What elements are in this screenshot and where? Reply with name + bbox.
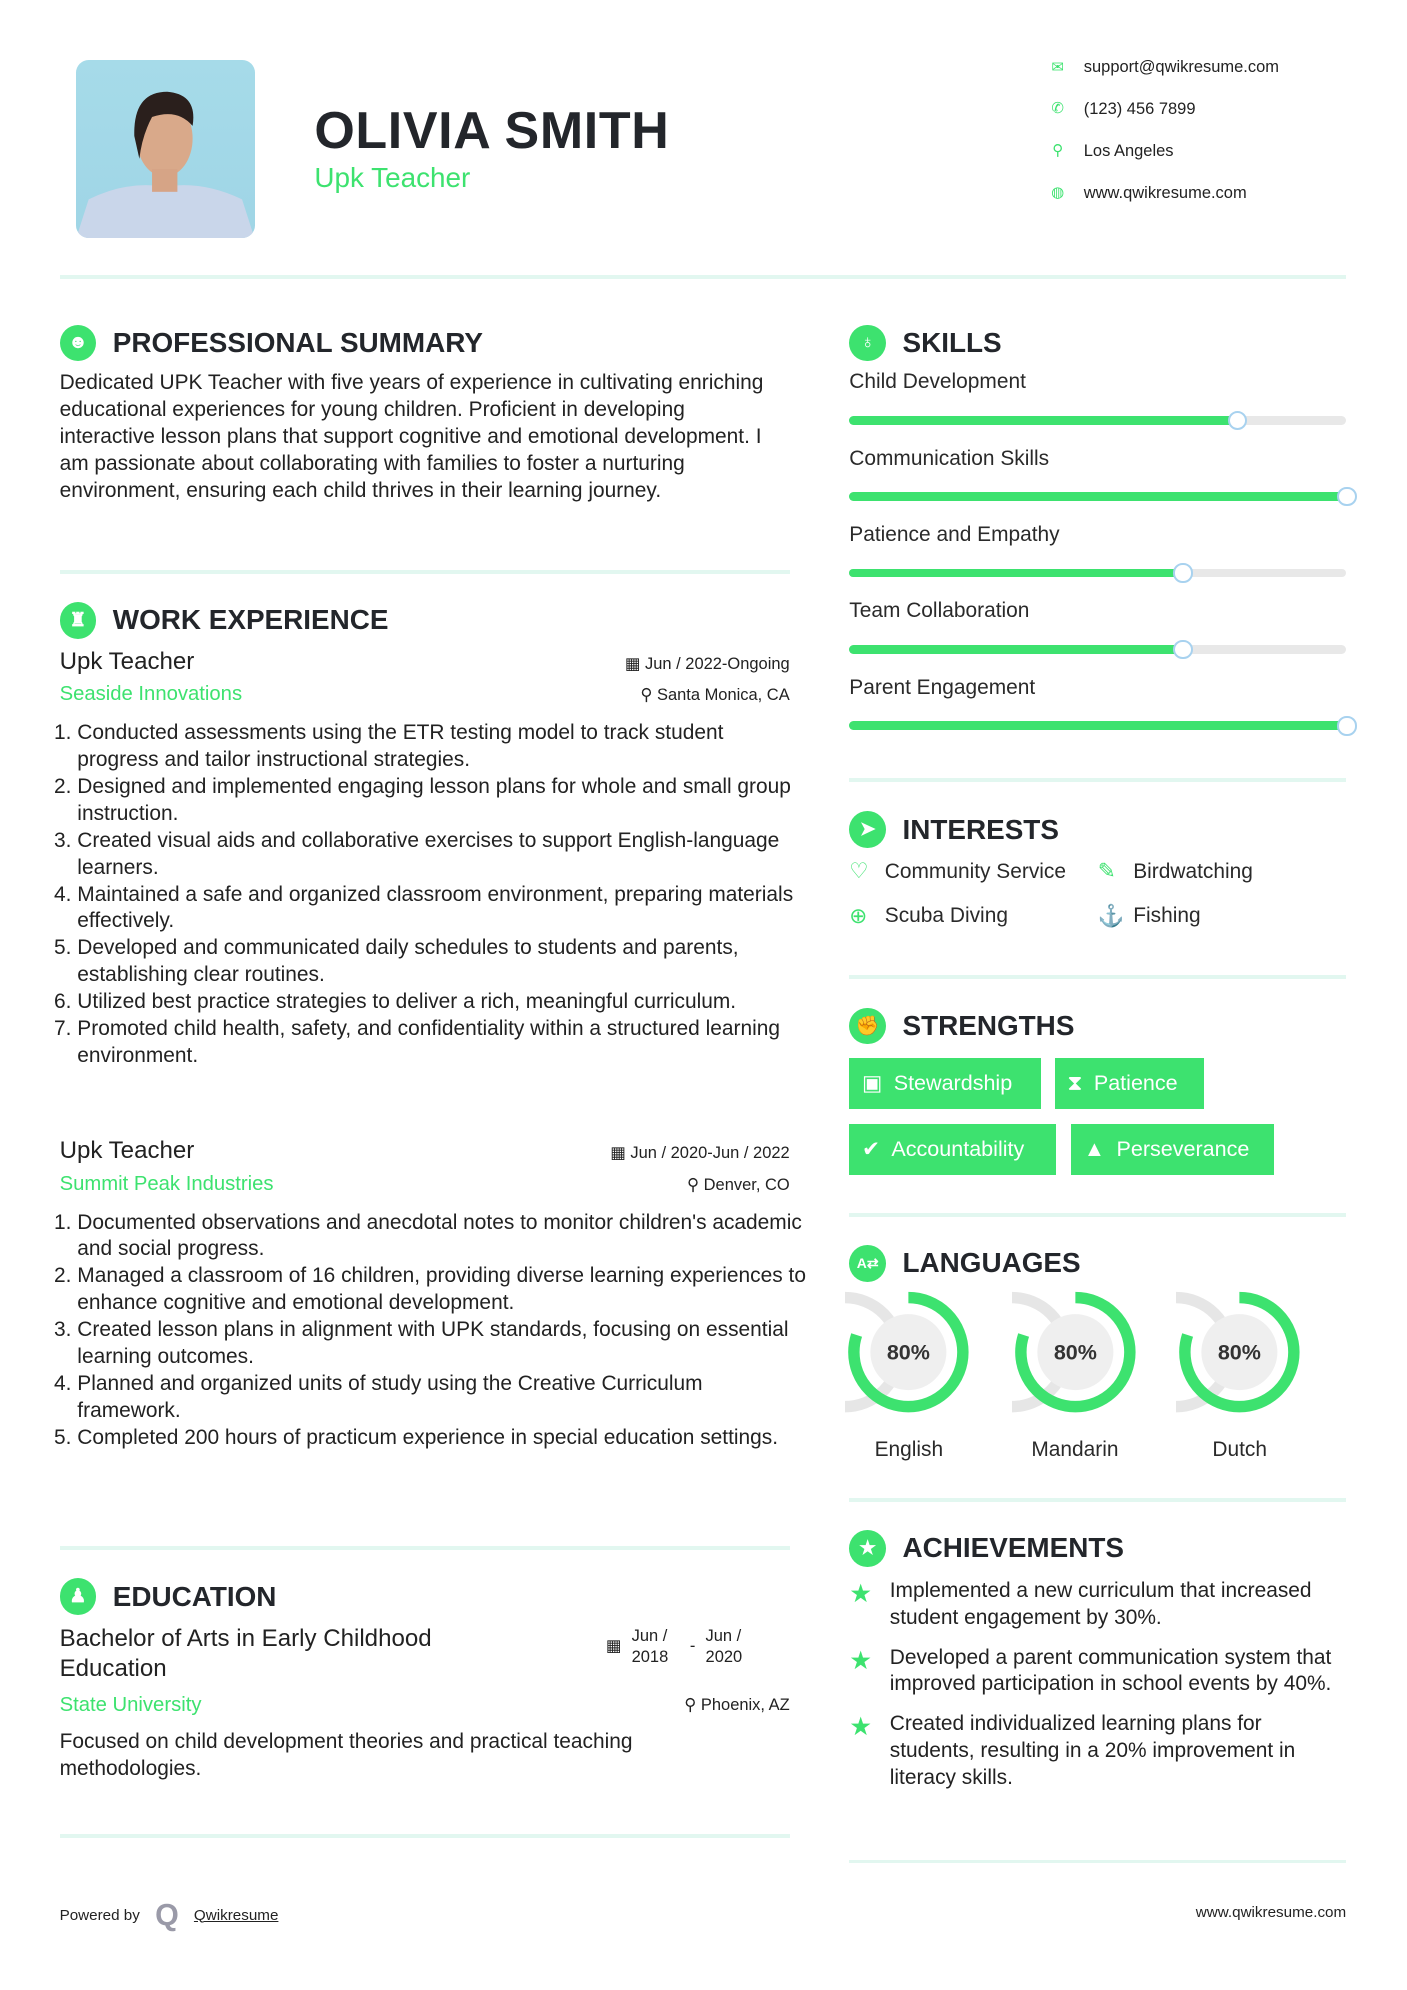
language-percent: 80%: [1053, 1341, 1097, 1366]
skill-bar: [849, 416, 1346, 425]
language-label: Dutch: [1212, 1438, 1268, 1462]
language-item: [1012, 1290, 1139, 1462]
language-item: [845, 1290, 972, 1462]
phone-icon: ✆: [1051, 100, 1065, 118]
list-item: 3. Created visual aids and collaborative exercises to support English-language learners.: [77, 828, 807, 882]
contact-text: www.qwikresume.com: [1083, 183, 1247, 202]
skill-label: Communication Skills: [849, 446, 1050, 470]
contact-item: [1050, 184, 1247, 203]
skill-bar-fill: [849, 492, 1346, 501]
section-divider: [60, 1546, 790, 1550]
section-divider: [849, 1860, 1346, 1864]
interest-label: Community Service: [884, 859, 1067, 883]
end-date: Jun / 2020: [705, 1627, 743, 1666]
date-text: Jun / 2022-Ongoing: [645, 654, 790, 673]
skill-item: [849, 447, 1346, 523]
strength-badge: [1071, 1124, 1274, 1175]
job-entry: [59, 1137, 806, 1451]
start-date: Jun / 2018: [631, 1627, 669, 1666]
skills-heading: [849, 325, 1001, 362]
language-item: [1176, 1290, 1303, 1462]
achievements-list: [849, 1578, 1346, 1804]
star-badge-icon: ★: [849, 1530, 886, 1567]
candidate-title: Upk Teacher: [314, 162, 471, 194]
contact-text: Los Angeles: [1083, 141, 1174, 160]
pin-icon: ⚲: [687, 1175, 704, 1194]
footer-powered: [60, 1898, 279, 1933]
header-divider: [60, 275, 1347, 279]
strength-label: Patience: [1093, 1071, 1178, 1096]
section-title: PROFESSIONAL SUMMARY: [112, 326, 483, 358]
heart-hands-icon: ♡: [849, 859, 869, 884]
date-text: Jun / 2020-Jun / 2022: [630, 1144, 790, 1163]
interest-item: [849, 859, 1066, 884]
skill-item: [849, 676, 1346, 752]
translate-icon: A⇄: [849, 1245, 886, 1282]
achievement-item: [849, 1711, 1346, 1792]
life-ring-icon: ⊕: [849, 903, 868, 928]
strength-label: Accountability: [891, 1137, 1025, 1162]
section-divider: [849, 1213, 1346, 1217]
degree: Bachelor of Arts in Early Childhood Education: [59, 1624, 432, 1683]
list-item: 7. Promoted child health, safety, and confidentiality within a structured learning environment.: [77, 1016, 807, 1070]
skill-bar-knob: [1337, 487, 1356, 506]
school-location: [684, 1695, 789, 1715]
school-name: State University: [59, 1693, 202, 1716]
summary-text: Dedicated UPK Teacher with five years of experience in cultivating enriching educational experiences for young children. Proficient in developing interactive lesson plans that support cognitive and emotional development. I am passionate about collaborating with families to foster a nurturing environment, ensuring each child thrives in their learning journey.: [59, 371, 764, 502]
email-icon: ✉: [1051, 58, 1065, 76]
location-text: Phoenix, AZ: [700, 1695, 790, 1714]
achievement-text: Created individualized learning plans for students, resulting in a 20% improvement in literacy skills.: [889, 1712, 1296, 1789]
skill-bar: [849, 645, 1346, 654]
section-title: ACHIEVEMENTS: [902, 1532, 1124, 1564]
globe-icon: ◍: [1051, 184, 1065, 202]
company-name: Summit Peak Industries: [59, 1172, 274, 1195]
calendar-icon: ▦: [610, 1144, 631, 1163]
list-item: 4. Maintained a safe and organized classroom environment, preparing materials effectively.: [77, 882, 807, 936]
summary-heading: [60, 325, 483, 362]
user-icon: ☻: [60, 325, 97, 362]
skill-bar-knob: [1173, 563, 1192, 582]
list-item: 1. Conducted assessments using the ETR testing model to track student progress and tailor instructional strategies.: [77, 720, 807, 774]
skill-label: Patience and Empathy: [849, 522, 1060, 546]
briefcase-icon: ▣: [861, 1071, 883, 1096]
pin-icon: ⚲: [684, 1695, 701, 1714]
achievement-text: Implemented a new curriculum that increased student engagement by 30%.: [889, 1579, 1312, 1630]
interest-item: [1098, 904, 1201, 929]
skill-item: [849, 523, 1346, 599]
language-percent: 80%: [1218, 1341, 1262, 1366]
fist-icon: ✊: [849, 1008, 886, 1045]
responsibility-list: [60, 720, 808, 1069]
check-circle-icon: ✔: [861, 1137, 880, 1162]
language-donut: [1176, 1290, 1303, 1414]
location-text: Denver, CO: [703, 1175, 790, 1194]
skill-item: [849, 370, 1346, 446]
skills-list: [849, 370, 1346, 752]
achievements-heading: [849, 1530, 1124, 1567]
anchor-icon: ⚓: [1097, 903, 1125, 928]
skill-bar-knob: [1228, 411, 1247, 430]
responsibility-list: [60, 1210, 808, 1452]
interest-label: Birdwatching: [1133, 859, 1253, 883]
skill-label: Parent Engagement: [849, 675, 1036, 699]
section-divider: [60, 570, 790, 574]
location-icon: ⚲: [1052, 142, 1064, 160]
skill-item: [849, 599, 1346, 675]
skill-label: Child Development: [849, 370, 1026, 394]
list-item: 6. Utilized best practice strategies to deliver a rich, meaningful curriculum.: [77, 989, 807, 1016]
strengths-heading: [849, 1008, 1074, 1045]
calendar-icon: ▦: [605, 1637, 622, 1656]
interest-label: Scuba Diving: [884, 904, 1008, 928]
section-title: STRENGTHS: [902, 1010, 1075, 1042]
contact-item: [1050, 100, 1196, 119]
edit-icon: ✎: [1097, 859, 1116, 884]
paper-plane-icon: ➤: [849, 811, 886, 848]
profile-photo: [76, 60, 255, 239]
education-heading: [60, 1578, 277, 1615]
calendar-icon: ▦: [624, 654, 646, 673]
date-separator: -: [689, 1637, 696, 1656]
skill-bar-fill: [849, 721, 1346, 730]
section-title: LANGUAGES: [902, 1247, 1081, 1279]
skill-bar-fill: [849, 569, 1182, 578]
location-text: Santa Monica, CA: [656, 686, 790, 705]
language-donut: [845, 1290, 972, 1414]
job-location: [687, 1175, 790, 1195]
strength-label: Stewardship: [893, 1071, 1013, 1096]
languages-heading: [849, 1245, 1080, 1282]
language-donut: [1012, 1290, 1139, 1414]
list-item: 1. Documented observations and anecdotal notes to monitor children's academic and social progress.: [77, 1210, 807, 1264]
interest-label: Fishing: [1133, 904, 1201, 928]
section-divider: [849, 975, 1346, 979]
section-divider: [849, 1498, 1346, 1502]
skill-bar: [849, 492, 1346, 501]
graduate-icon: ♟: [60, 1578, 97, 1615]
list-item: 4. Planned and organized units of study using the Creative Curriculum framework.: [77, 1371, 807, 1425]
star-icon: ★: [849, 1580, 873, 1609]
list-item: 2. Designed and implemented engaging lesson plans for whole and small group instruction.: [77, 774, 807, 828]
section-divider: [60, 1834, 790, 1838]
interests-heading: [849, 811, 1059, 848]
job-title: Upk Teacher: [59, 1137, 195, 1165]
job-entry: [59, 647, 794, 1070]
strength-badge: [849, 1058, 1040, 1109]
language-label: Mandarin: [1031, 1438, 1119, 1462]
job-location: [640, 685, 789, 705]
list-item: 3. Created lesson plans in alignment with UPK standards, focusing on essential learning outcomes.: [77, 1317, 807, 1371]
hourglass-icon: ⧗: [1067, 1071, 1083, 1096]
section-divider: [849, 778, 1346, 782]
presentation-icon: ♜: [60, 602, 97, 639]
contact-text: (123) 456 7899: [1083, 100, 1196, 119]
language-percent: 80%: [887, 1341, 931, 1366]
skill-label: Team Collaboration: [849, 599, 1030, 623]
list-item: 5. Completed 200 hours of practicum experience in special education settings.: [77, 1425, 807, 1452]
skill-bar-fill: [849, 416, 1237, 425]
lightbulb-icon: ♁: [849, 325, 886, 362]
section-title: EDUCATION: [112, 1580, 277, 1612]
contact-item: [1050, 142, 1174, 161]
star-icon: ★: [849, 1713, 873, 1741]
contact-item: [1050, 58, 1279, 77]
contact-text: support@qwikresume.com: [1083, 58, 1279, 77]
pin-icon: ⚲: [640, 686, 657, 705]
job-date: [625, 654, 790, 674]
job-date: [610, 1143, 789, 1163]
skill-bar: [849, 569, 1346, 578]
qwikresume-logo-icon: Q: [155, 1897, 179, 1932]
section-title: WORK EXPERIENCE: [112, 604, 389, 636]
job-title: Upk Teacher: [59, 647, 195, 675]
powered-by-text: Powered by: [59, 1906, 140, 1924]
footer-website: www.qwikresume.com: [1195, 1903, 1347, 1921]
list-item: 2. Managed a classroom of 16 children, providing diverse learning experiences to enhance cognitive and emotional development.: [77, 1263, 807, 1317]
list-item: 5. Developed and communicated daily schedules to students and parents, establishing clear routines.: [77, 935, 807, 989]
skill-bar-knob: [1337, 716, 1356, 735]
strength-badge: [849, 1124, 1056, 1175]
achievement-text: Developed a parent communication system that improved participation in school events by 40%.: [889, 1645, 1332, 1696]
qwikresume-link[interactable]: Qwikresume: [193, 1906, 279, 1924]
education-text: Focused on child development theories and practical teaching methodologies.: [59, 1730, 633, 1780]
skill-bar-knob: [1173, 640, 1192, 659]
candidate-name: OLIVIA SMITH: [314, 102, 670, 161]
work-heading: [60, 602, 389, 639]
interest-item: [849, 904, 1008, 929]
star-icon: ★: [849, 1646, 873, 1675]
section-title: SKILLS: [902, 326, 1002, 358]
language-label: English: [874, 1438, 944, 1462]
section-title: INTERESTS: [902, 813, 1059, 845]
education-dates: [606, 1626, 754, 1667]
company-name: Seaside Innovations: [59, 683, 243, 706]
skill-bar-fill: [849, 645, 1182, 654]
achievement-item: [849, 1578, 1346, 1632]
road-icon: ▲: [1083, 1137, 1106, 1162]
achievement-item: [849, 1645, 1346, 1699]
strength-badge: [1055, 1058, 1205, 1109]
skill-bar: [849, 721, 1346, 730]
interest-item: [1098, 859, 1253, 884]
strength-label: Perseverance: [1116, 1137, 1250, 1162]
